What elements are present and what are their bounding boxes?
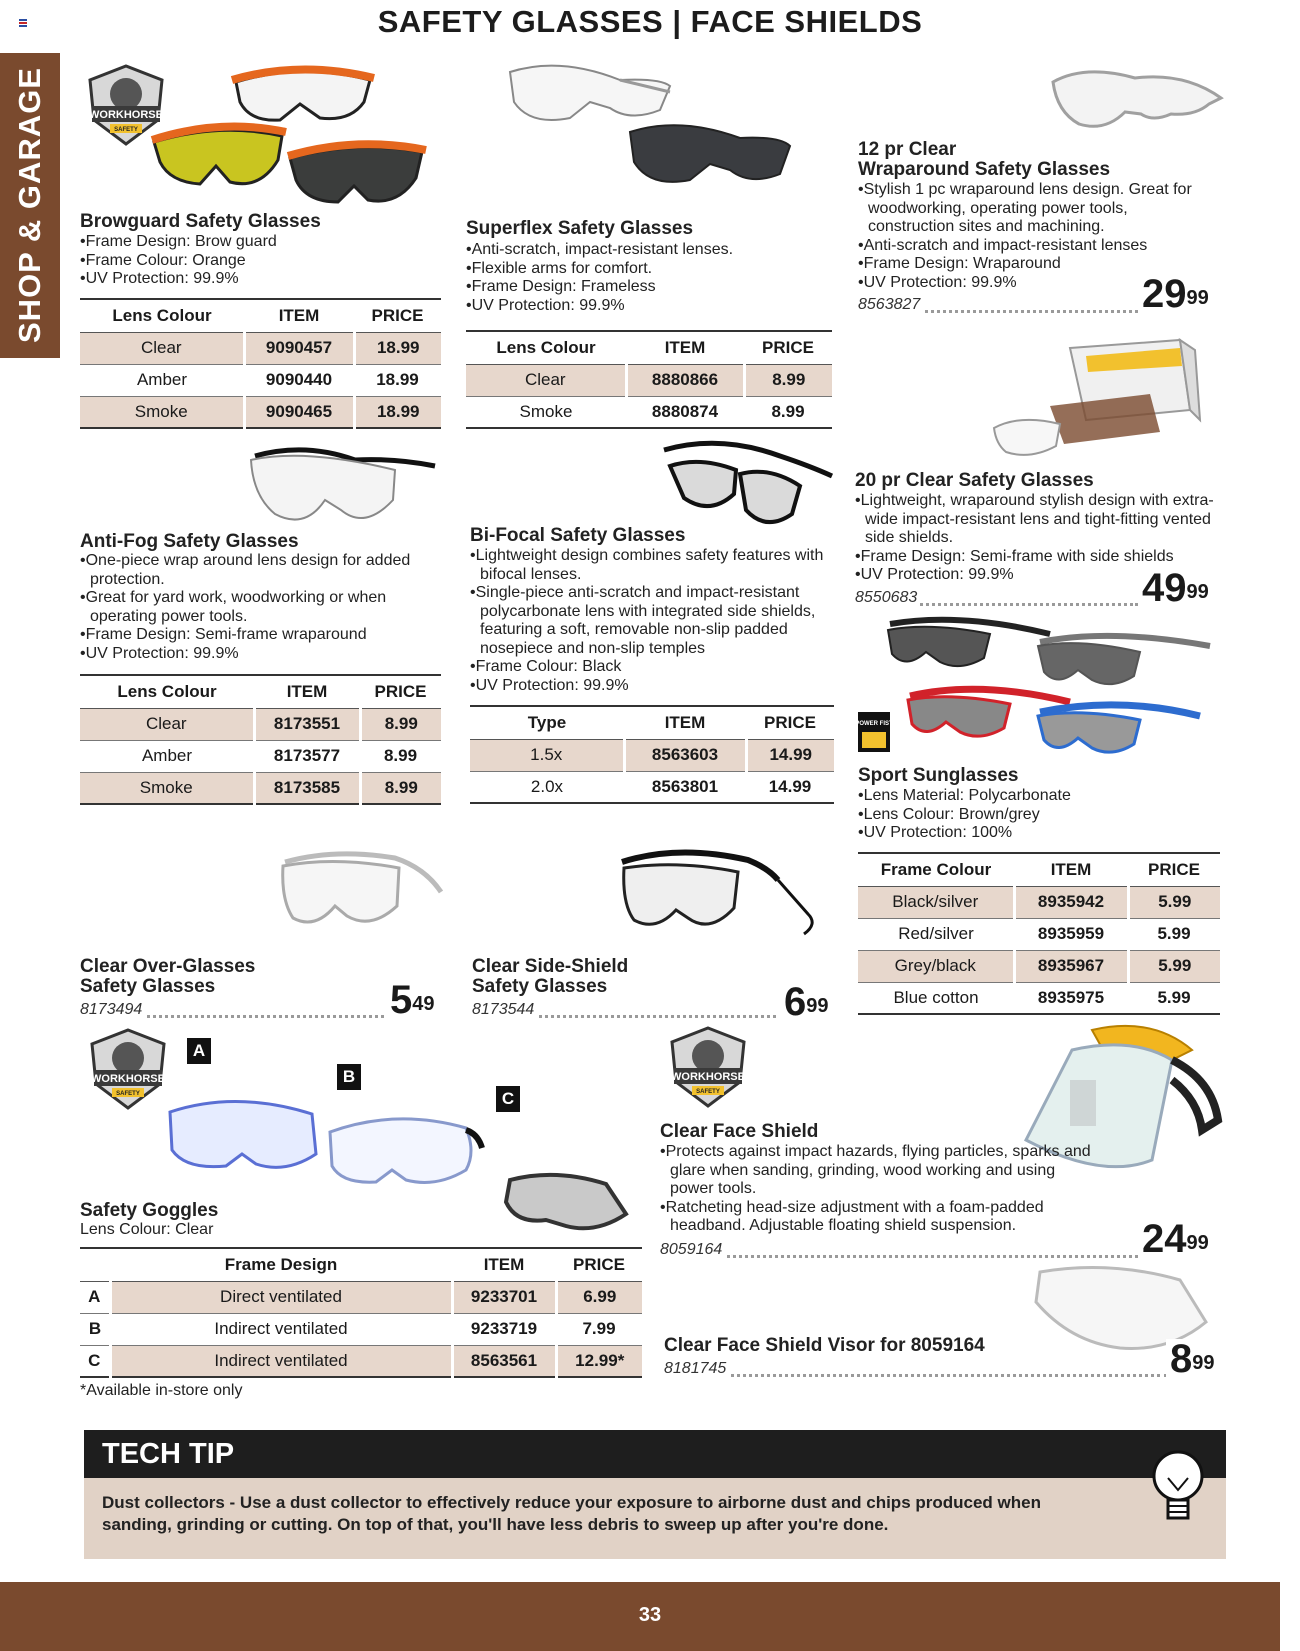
tech-tip-box	[84, 1430, 1226, 1559]
visor-price	[1166, 1339, 1215, 1379]
table-row	[80, 1281, 642, 1313]
table-cell: Clear	[80, 708, 254, 740]
antifog-image	[245, 440, 445, 545]
table-cell: Red/silver	[858, 918, 1014, 950]
feature-item: • Anti-scratch and impact-resistant lenses	[858, 237, 1203, 256]
clear20-price	[1138, 568, 1209, 608]
table-cell: Clear	[466, 364, 626, 396]
page-title: SAFETY GLASSES | FACE SHIELDS	[377, 4, 923, 39]
feature-item: • Great for yard work, woodworking or when operating power tools.	[80, 589, 420, 626]
browguard-features	[80, 233, 420, 289]
antifog-title: Anti-Fog Safety Glasses	[80, 531, 299, 552]
goggle-label-b: B	[337, 1064, 361, 1090]
clear20-title: 20 pr Clear Safety Glasses	[855, 470, 1094, 491]
page-number: 33	[638, 1604, 662, 1626]
table-cell: Clear	[80, 332, 244, 364]
column-header: Lens Colour	[80, 299, 244, 332]
feature-item: • Protects against impact hazards, flying particles, sparks and glare when sanding, grinding, wood working and using power tools.	[660, 1143, 1100, 1199]
table-cell: Grey/black	[858, 950, 1014, 982]
price-dollars: 24	[1142, 1217, 1187, 1261]
goggles-footnote: *Available in-store only	[80, 1382, 243, 1399]
column-header: PRICE	[746, 706, 834, 739]
table-cell: 5.99	[1128, 886, 1220, 918]
sport-price-table	[858, 852, 1220, 1015]
price-dollars: 6	[784, 980, 807, 1024]
bifocal-image	[660, 436, 835, 541]
browguard-price-table	[80, 298, 441, 429]
goggles-title: Safety Goggles	[80, 1200, 219, 1221]
table-cell: 8935959	[1014, 918, 1128, 950]
feature-item: • Lightweight design combines safety features with bifocal lenses.	[470, 547, 840, 584]
logo-subtext: SAFETY	[696, 1089, 720, 1095]
faceshield-features	[660, 1143, 1100, 1236]
clear20-image	[990, 336, 1200, 471]
feature-item: • Flexible arms for comfort.	[466, 260, 806, 279]
sideshield-image	[618, 844, 828, 949]
table-cell: 5.99	[1128, 950, 1220, 982]
column-header: ITEM	[624, 706, 746, 739]
feature-item: • Frame Design: Semi-frame with side shields	[855, 548, 1225, 567]
power-fist-logo	[855, 712, 893, 752]
feature-item: • Frame Design: Frameless	[466, 278, 806, 297]
table-cell: 2.0x	[470, 771, 624, 803]
column-header: Frame Design	[110, 1248, 452, 1281]
table-row	[858, 950, 1220, 982]
column-header: ITEM	[452, 1248, 556, 1281]
goggles-subtitle: Lens Colour: Clear	[80, 1221, 214, 1238]
wraparound-price-line	[858, 296, 1138, 316]
feature-item: • UV Protection: 99.9%	[855, 566, 1225, 585]
table-cell: 8880866	[626, 364, 744, 396]
logo-text: WORKHORSE	[91, 1073, 165, 1085]
column-header: PRICE	[354, 299, 441, 332]
superflex-title: Superflex Safety Glasses	[466, 218, 694, 239]
column-header: ITEM	[244, 299, 354, 332]
tech-tip-header	[84, 1430, 1226, 1478]
column-header: PRICE	[1128, 853, 1220, 886]
table-cell: Blue cotton	[858, 982, 1014, 1014]
leader-dots	[664, 1374, 1168, 1377]
feature-item: • UV Protection: 99.9%	[80, 645, 420, 664]
superflex-price-table	[466, 330, 832, 429]
column-header: ITEM	[254, 675, 360, 708]
column-header: Frame Colour	[858, 853, 1014, 886]
price-cents: 99	[806, 995, 829, 1017]
feature-item: • One-piece wrap around lens design for added protection.	[80, 552, 420, 589]
sku: 8550683	[855, 589, 918, 606]
table-row	[80, 708, 441, 740]
table-cell: 8563801	[624, 771, 746, 803]
table-cell: 5.99	[1128, 918, 1220, 950]
lightbulb-icon	[1150, 1448, 1206, 1528]
table-cell: C	[80, 1345, 110, 1377]
title-line: Clear Side-Shield	[472, 956, 629, 977]
workhorse-logo	[666, 1024, 750, 1110]
browguard-image	[150, 62, 440, 227]
column-header: PRICE	[360, 675, 441, 708]
table-cell: 9233701	[452, 1281, 556, 1313]
table-row	[80, 396, 441, 428]
sku: 8563827	[858, 296, 921, 313]
wraparound-title	[858, 140, 1110, 180]
feature-item: • Anti-scratch, impact-resistant lenses.	[466, 241, 806, 260]
feature-item: • UV Protection: 99.9%	[858, 274, 1203, 293]
table-row	[80, 332, 441, 364]
table-row	[470, 739, 834, 771]
column-header: Lens Colour	[80, 675, 254, 708]
table-cell: Black/silver	[858, 886, 1014, 918]
sport-features	[858, 787, 1198, 843]
table-row	[470, 771, 834, 803]
table-cell: 18.99	[354, 332, 441, 364]
tech-tip-title: TECH TIP	[102, 1438, 235, 1470]
table-cell: 9090457	[244, 332, 354, 364]
table-cell: 12.99*	[556, 1345, 642, 1377]
table-cell: 7.99	[556, 1313, 642, 1345]
table-cell: 8.99	[360, 708, 441, 740]
table-cell: 8.99	[360, 740, 441, 772]
title-line: Safety Glasses	[472, 976, 608, 997]
table-cell: Indirect ventilated	[110, 1345, 452, 1377]
power-fist-text: POWER FIST	[855, 721, 893, 727]
table-row	[80, 740, 441, 772]
feature-item: • Frame Colour: Black	[470, 658, 840, 677]
sku: 8059164	[660, 1241, 723, 1258]
sideshield-price-line	[472, 1001, 784, 1021]
faceshield-price	[1138, 1219, 1209, 1259]
superflex-image	[500, 52, 800, 217]
feature-item: • UV Protection: 100%	[858, 824, 1198, 843]
column-header: Type	[470, 706, 624, 739]
antifog-price-table	[80, 674, 441, 805]
antifog-features	[80, 552, 420, 663]
feature-item: • UV Protection: 99.9%	[470, 677, 840, 696]
table-cell: 8935975	[1014, 982, 1128, 1014]
sport-title: Sport Sunglasses	[858, 765, 1019, 786]
table-cell: 8935967	[1014, 950, 1128, 982]
page-footer	[0, 1582, 1280, 1651]
logo-subtext: SAFETY	[116, 1091, 140, 1097]
overglasses-image	[275, 846, 445, 941]
table-cell: 18.99	[354, 396, 441, 428]
column-header: Lens Colour	[466, 331, 626, 364]
sideshield-title	[472, 957, 628, 997]
price-cents: 49	[412, 993, 435, 1015]
table-cell: 18.99	[354, 364, 441, 396]
feature-item: • UV Protection: 99.9%	[80, 270, 420, 289]
table-row	[80, 364, 441, 396]
price-dollars: 8	[1170, 1337, 1193, 1381]
tech-tip-text: Dust collectors - Use a dust collector to effectively reduce your exposure to airborne dust and chips produced when sanding, grinding or cutting. On top of that, you'll have less debris to sweep up after you're done.	[102, 1493, 1041, 1534]
faceshield-title: Clear Face Shield	[660, 1121, 819, 1142]
table-cell: Direct ventilated	[110, 1281, 452, 1313]
visor-title: Clear Face Shield Visor for 8059164	[664, 1335, 985, 1356]
overglasses-price	[386, 980, 435, 1020]
sideshield-price	[780, 982, 829, 1022]
table-cell: 9090465	[244, 396, 354, 428]
sku: 8173544	[472, 1001, 535, 1018]
sku: 8173494	[80, 1001, 143, 1018]
feature-item: • Lightweight, wraparound stylish design with extra-wide impact-resistant lens and tight-fitting vented side shields.	[855, 492, 1225, 548]
logo-text: WORKHORSE	[671, 1071, 745, 1083]
feature-item: • Frame Design: Semi-frame wraparound	[80, 626, 420, 645]
column-header: ITEM	[1014, 853, 1128, 886]
title-line: Wraparound Safety Glasses	[858, 159, 1111, 180]
table-cell: 8.99	[744, 364, 832, 396]
workhorse-logo	[86, 1026, 170, 1112]
section-tab-label: SHOP & GARAGE	[12, 67, 47, 343]
title-line: Safety Glasses	[80, 976, 216, 997]
faceshield-price-line	[660, 1241, 1138, 1261]
bifocal-title: Bi-Focal Safety Glasses	[470, 525, 686, 546]
table-cell: 8173585	[254, 772, 360, 804]
table-row	[80, 1313, 642, 1345]
table-cell: Smoke	[80, 396, 244, 428]
title-line: 12 pr Clear	[858, 139, 957, 160]
feature-item: • Frame Design: Wraparound	[858, 255, 1203, 274]
table-row	[80, 1345, 642, 1377]
feature-item: • UV Protection: 99.9%	[466, 297, 806, 316]
visor-price-line	[664, 1360, 1168, 1380]
price-dollars: 29	[1142, 272, 1187, 316]
table-row	[466, 396, 832, 428]
clear20-price-line	[855, 589, 1138, 609]
table-cell: 6.99	[556, 1281, 642, 1313]
table-cell: 14.99	[746, 771, 834, 803]
table-row	[858, 918, 1220, 950]
wraparound-price	[1138, 274, 1209, 314]
bifocal-price-table	[470, 705, 834, 804]
feature-item: • Single-piece anti-scratch and impact-resistant polycarbonate lens with integrated side shields, featuring a soft, removable non-slip padded nosepiece and non-slip temples	[470, 584, 840, 658]
goggle-label-c: C	[496, 1086, 520, 1112]
price-cents: 99	[1186, 287, 1209, 309]
feature-item: • Ratcheting head-size adjustment with a foam-padded headband. Adjustable floating shield suspension.	[660, 1199, 1100, 1236]
table-cell: 1.5x	[470, 739, 624, 771]
table-cell: 9233719	[452, 1313, 556, 1345]
table-cell: 8173577	[254, 740, 360, 772]
table-cell: 8563561	[452, 1345, 556, 1377]
table-cell: A	[80, 1281, 110, 1313]
table-cell: Amber	[80, 364, 244, 396]
column-header	[80, 1248, 110, 1281]
superflex-features	[466, 241, 806, 315]
table-cell: 14.99	[746, 739, 834, 771]
table-cell: 5.99	[1128, 982, 1220, 1014]
feature-item: • Lens Material: Polycarbonate	[858, 787, 1198, 806]
logo-text: WORKHORSE	[89, 109, 163, 121]
table-row	[858, 982, 1220, 1014]
section-tab	[0, 53, 60, 358]
table-cell: 8.99	[360, 772, 441, 804]
bifocal-features	[470, 547, 840, 695]
price-dollars: 5	[390, 978, 413, 1022]
price-cents: 99	[1186, 581, 1209, 603]
column-header: PRICE	[744, 331, 832, 364]
feature-item: • Frame Design: Brow guard	[80, 233, 420, 252]
feature-item: • Lens Colour: Brown/grey	[858, 806, 1198, 825]
table-row	[466, 364, 832, 396]
logo-subtext: SAFETY	[114, 127, 138, 133]
price-cents: 99	[1192, 1352, 1215, 1374]
browguard-title: Browguard Safety Glasses	[80, 211, 321, 232]
table-row	[858, 886, 1220, 918]
price-dollars: 49	[1142, 566, 1187, 610]
table-cell: Indirect ventilated	[110, 1313, 452, 1345]
table-cell: 8173551	[254, 708, 360, 740]
column-header: ITEM	[626, 331, 744, 364]
price-cents: 99	[1186, 1232, 1209, 1254]
table-cell: B	[80, 1313, 110, 1345]
sku: 8181745	[664, 1360, 727, 1377]
sport-image	[880, 612, 1210, 777]
title-line: Clear Over-Glasses	[80, 956, 256, 977]
feature-item: • Frame Colour: Orange	[80, 252, 420, 271]
table-cell: 8935942	[1014, 886, 1128, 918]
feature-item: • Stylish 1 pc wraparound lens design. Great for woodworking, operating power tools, construction sites and machining.	[858, 181, 1203, 237]
table-cell: 8563603	[624, 739, 746, 771]
table-cell: Smoke	[80, 772, 254, 804]
goggles-image	[166, 1084, 640, 1239]
overglasses-price-line	[80, 1001, 390, 1021]
table-row	[80, 772, 441, 804]
goggle-label-a: A	[187, 1038, 211, 1064]
table-cell: 9090440	[244, 364, 354, 396]
column-header: PRICE	[556, 1248, 642, 1281]
overglasses-title	[80, 957, 255, 997]
goggles-price-table	[80, 1247, 642, 1378]
leader-dots	[660, 1255, 1138, 1258]
table-cell: 8880874	[626, 396, 744, 428]
table-cell: Smoke	[466, 396, 626, 428]
table-cell: Amber	[80, 740, 254, 772]
table-cell: 8.99	[744, 396, 832, 428]
